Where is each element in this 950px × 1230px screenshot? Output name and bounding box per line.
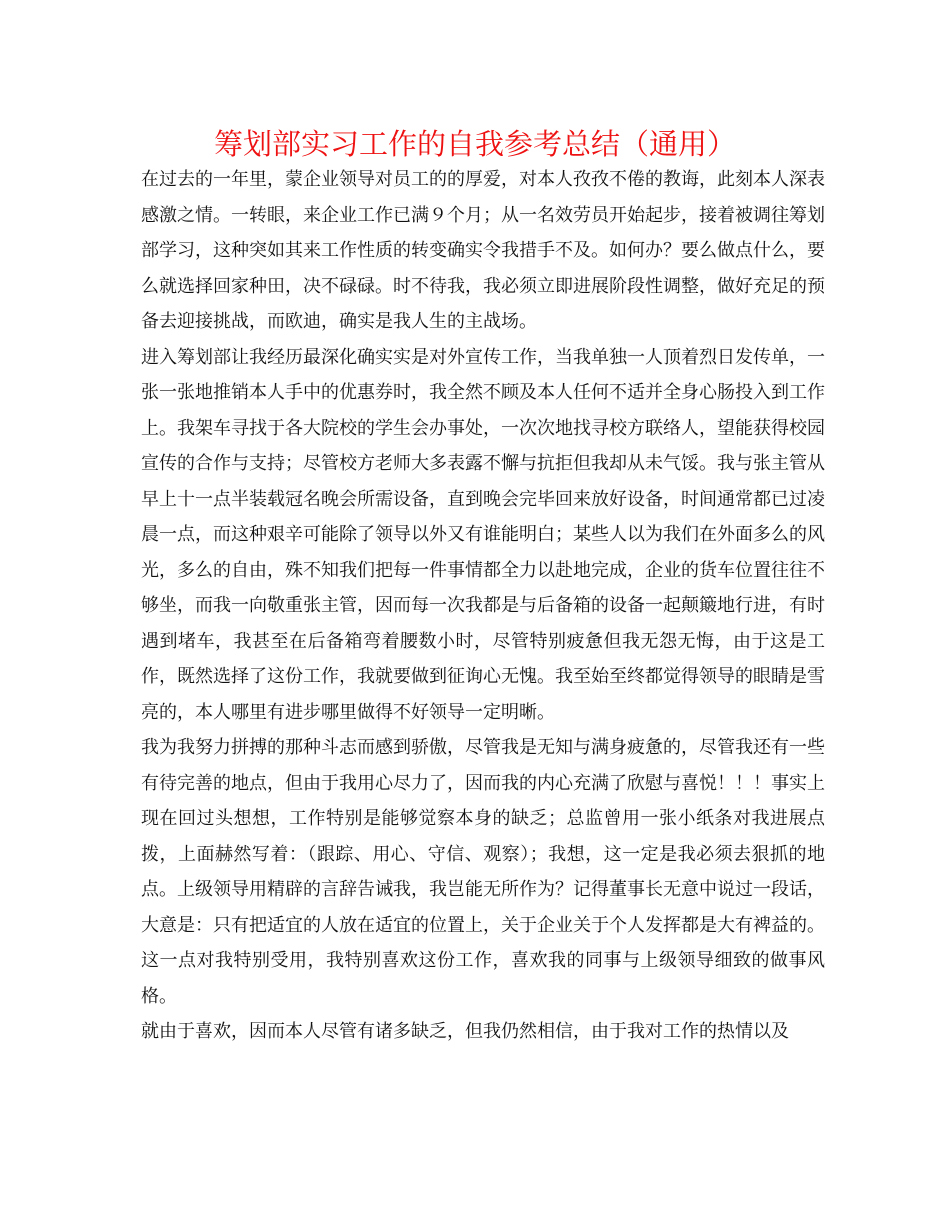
document-body <box>141 162 825 1050</box>
paragraph-2: 进入筹划部让我经历最深化确实实是对外宣传工作，当我单独一人顶着烈日发传单，一张一张地推销本人手中的优惠券时，我全然不顾及本人任何不适并全身心肠投入到工作上。我架车寻找于各大院校的学生会办事处，一次次地找寻校方联络人，望能获得校园宣传的合作与支持；尽管校方老师大多表露不懈与抗拒但我却从未气馁。我与张主管从早上十一点半装载冠名晚会所需设备，直到晚会完毕回来放好设备，时间通常都已过凌晨一点，而这种艰辛可能除了领导以外又有谁能明白；某些人以为我们在外面多么的风光，多么的自由，殊不知我们把每一件事情都全力以赴地完成，企业的货车位置往往不够坐，而我一向敬重张主管，因而每一次我都是与后备箱的设备一起颠簸地行进，有时遇到堵车，我甚至在后备箱弯着腰数小时，尽管特别疲惫但我无怨无悔，由于这是工作，既然选择了这份工作，我就要做到征询心无愧。我至始至终都觉得领导的眼睛是雪亮的，本人哪里有进步哪里做得不好领导一定明晰。 <box>141 346 825 723</box>
document-title: 筹划部实习工作的自我参考总结（通用） <box>213 127 736 161</box>
paragraph-1: 在过去的一年里，蒙企业领导对员工的的厚爱，对本人孜孜不倦的教诲，此刻本人深表感激之情。一转眼，来企业工作已满９个月；从一名效劳员开始起步，接着被调往筹划部学习，这种突如其来工作性质的转变确实令我措手不及。如何办？要么做点什么，要么就选择回家种田，决不碌碌。时不待我，我必须立即进展阶段性调整，做好充足的预备去迎接挑战，而欧迪，确实是我人生的主战场。 <box>141 169 825 332</box>
paragraph-3: 我为我努力拼搏的那种斗志而感到骄傲，尽管我是无知与满身疲惫的，尽管我还有一些有待完善的地点，但由于我用心尽力了，因而我的内心充满了欣慰与喜悦！！！事实上现在回过头想想，工作特别是能够觉察本身的缺乏；总监曾用一张小纸条对我进展点拨，上面赫然写着：（跟踪、用心、守信、观察）；我想，这一定是我必须去狠抓的地点。上级领导用精辟的言辞告诫我，我岂能无所作为？记得董事长无意中说过一段话，大意是：只有把适宜的人放在适宜的位置上，关于企业关于个人发挥都是大有裨益的。这一点对我特别受用，我特别喜欢这份工作，喜欢我的同事与上级领导细致的做事风格。 <box>141 737 825 1007</box>
paragraph-4: 就由于喜欢，因而本人尽管有诸多缺乏，但我仍然相信，由于我对工作的热情以及 <box>141 1021 789 1042</box>
